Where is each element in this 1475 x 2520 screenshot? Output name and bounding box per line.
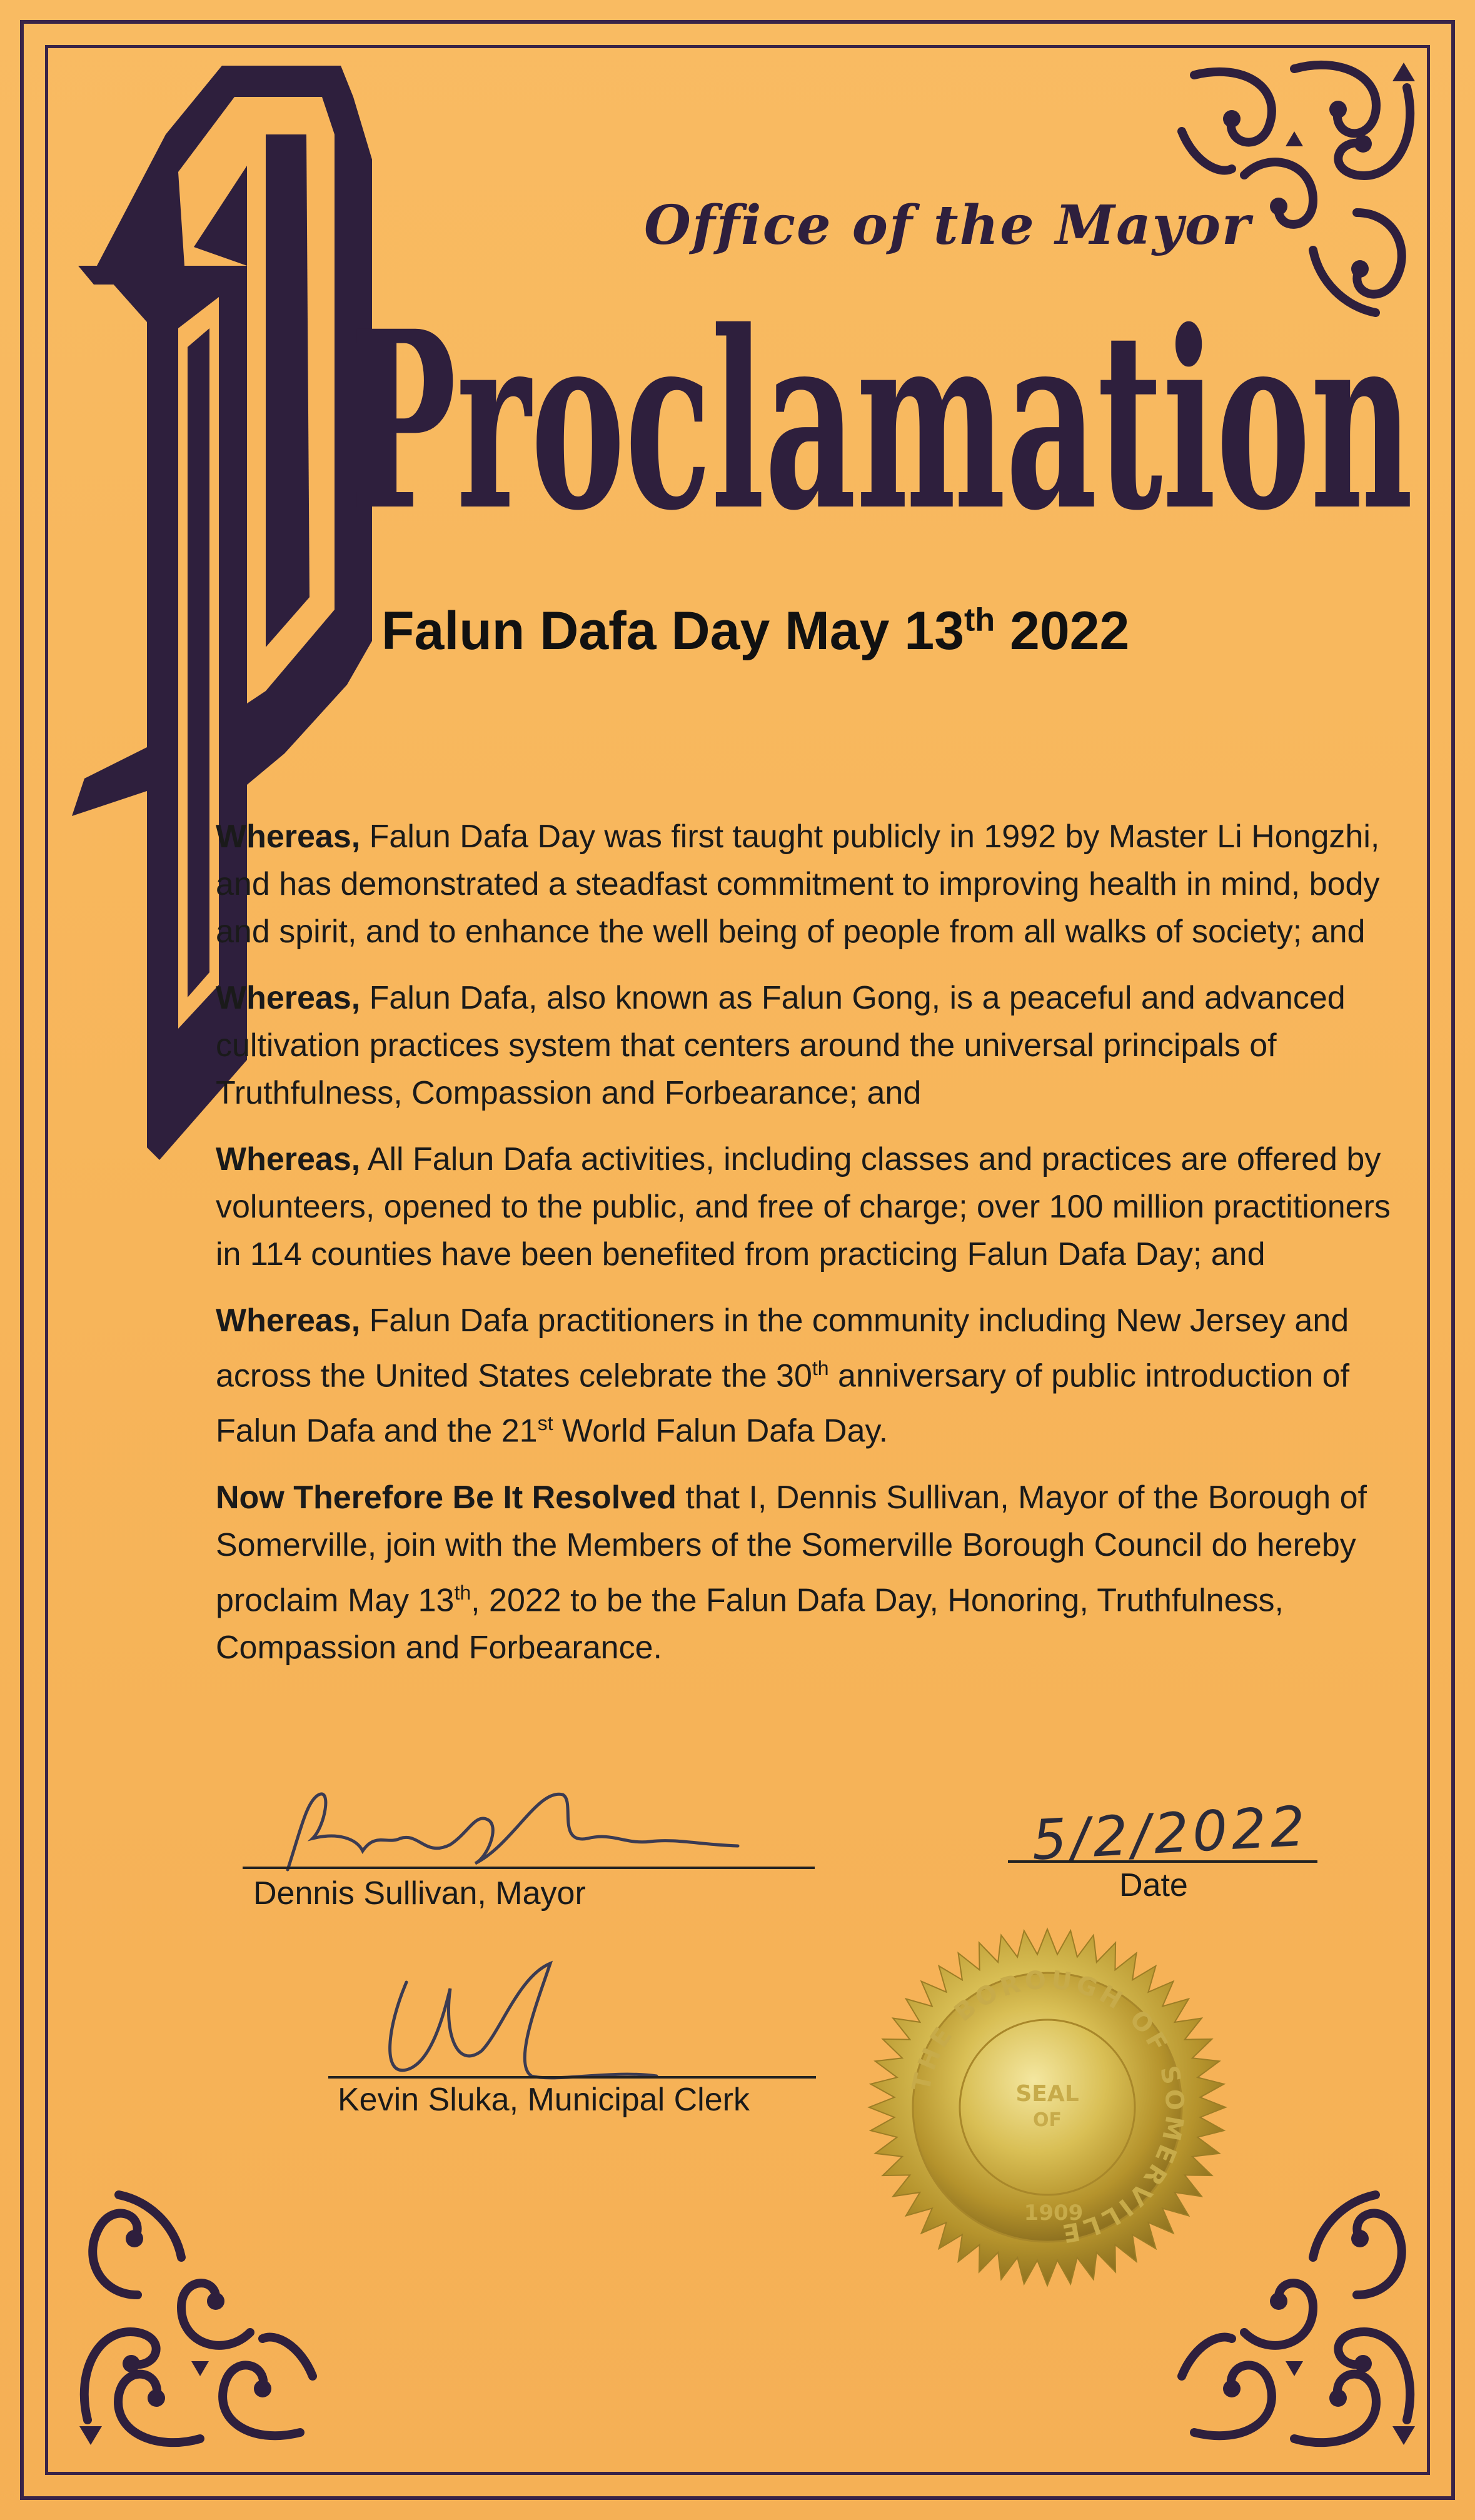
date-label: Date — [1119, 1867, 1188, 1903]
proclamation-body — [216, 813, 1397, 1690]
borough-gold-seal — [866, 1926, 1229, 2289]
whereas-paragraph-3 — [216, 1136, 1397, 1278]
clerk-signature — [363, 1951, 688, 2089]
superscript: st — [537, 1412, 553, 1435]
paragraph-lead: Now Therefore Be It Resolved — [216, 1479, 677, 1516]
subtitle-sup: th — [964, 602, 995, 638]
date-line — [1008, 1860, 1317, 1863]
paragraph-text: that I, Dennis Sullivan, Mayor of the Borough of Somerville, join with the Members of the Somerville Borough Council do hereby proclaim May 13 — [216, 1479, 1367, 1618]
whereas-paragraph-2 — [216, 974, 1397, 1117]
clerk-signature-line — [328, 2076, 816, 2079]
resolved-paragraph — [216, 1474, 1397, 1671]
subtitle-year: 2022 — [995, 601, 1130, 661]
svg-text:SEAL: SEAL — [1015, 2081, 1079, 2107]
office-of-the-mayor: Office of the Mayor — [644, 194, 1252, 257]
paragraph-text: Falun Dafa Day was first taught publicly in 1992 by Master Li Hongzhi, and has demonstrated a steadfast commitment to improving health in mind, body and spirit, and to enhance the well being of people from all walks of society; and — [216, 819, 1380, 950]
superscript: th — [454, 1581, 471, 1604]
proclamation-title — [350, 300, 1426, 563]
corner-ornament-bottom-left — [63, 2182, 338, 2457]
mayor-signature — [263, 1776, 813, 1888]
paragraph-text: Falun Dafa, also known as Falun Gong, is a peaceful and advanced cultivation practices system that centers around the universal principals of Truthfulness, Compassion and Forbearance; and — [216, 980, 1346, 1111]
paragraph-text: World Falun Dafa Day. — [553, 1413, 889, 1449]
svg-text:1909: 1909 — [1024, 2200, 1084, 2225]
proclamation-subtitle — [381, 600, 1357, 662]
svg-text:THE BOROUGH OF SOMERVILLE: THE BOROUGH OF SOMERVILLE — [907, 1965, 1189, 2249]
paragraph-text: , 2022 to be the Falun Dafa Day, Honoring, Truthfulness, Compassion and Forbearance. — [216, 1581, 1284, 1666]
paragraph-lead: Whereas, — [216, 1303, 361, 1339]
svg-text:OF: OF — [1033, 2109, 1062, 2131]
whereas-paragraph-1 — [216, 813, 1397, 955]
whereas-paragraph-4 — [216, 1297, 1397, 1455]
paragraph-lead: Whereas, — [216, 819, 361, 855]
mayor-name: Dennis Sullivan, Mayor — [253, 1875, 586, 1912]
paragraph-text: Falun Dafa practitioners in the community including New Jersey and across the United States celebrate the 30 — [216, 1303, 1349, 1394]
date-handwritten: 5/2/2022 — [1030, 1793, 1311, 1873]
paragraph-text: All Falun Dafa activities, including classes and practices are offered by volunteers, opened to the public, and free of charge; over 100 million practitioners in 114 counties have been benefited from practicing Falun Dafa Day; and — [216, 1141, 1391, 1273]
clerk-name: Kevin Sluka, Municipal Clerk — [338, 2082, 750, 2118]
superscript: th — [812, 1357, 829, 1379]
paragraph-lead: Whereas, — [216, 1141, 361, 1177]
corner-ornament-top-right — [1157, 50, 1432, 325]
proclamation-title-text: Proclamation — [350, 300, 1413, 563]
paragraph-text: anniversary of public introduction of Falun Dafa and the 21 — [216, 1358, 1350, 1449]
subtitle-main: Falun Dafa Day May 13 — [381, 601, 965, 661]
paragraph-lead: Whereas, — [216, 980, 361, 1016]
mayor-signature-line — [243, 1867, 815, 1869]
